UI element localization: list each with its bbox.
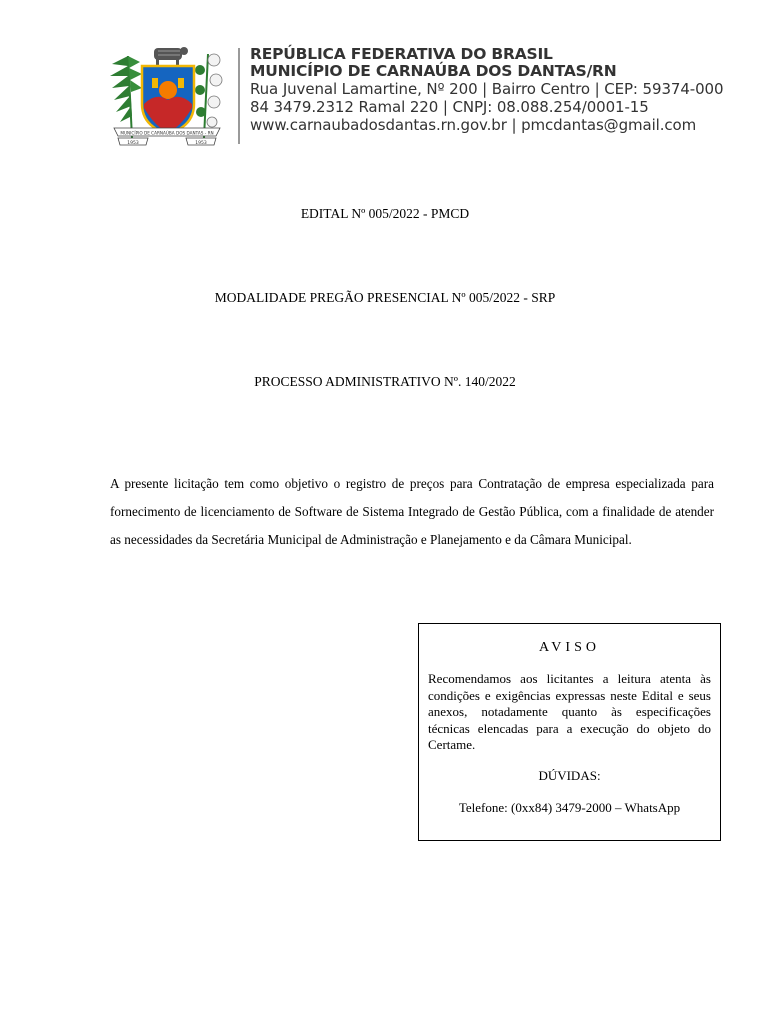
notice-phone: Telefone: (0xx84) 3479-2000 – WhatsApp <box>458 799 681 815</box>
header-municipality: MUNICÍPIO DE CARNAÚBA DOS DANTAS/RN <box>250 62 617 80</box>
letterhead <box>104 38 724 153</box>
header-website-email: www.carnaubadosdantas.rn.gov.br | pmcdantas@gmail.com <box>250 116 697 134</box>
svg-text:1953: 1953 <box>195 140 207 146</box>
svg-text:1953: 1953 <box>127 140 139 146</box>
notice-doubts-label: DÚVIDAS: <box>538 767 601 783</box>
edital-number: EDITAL Nº 005/2022 - PMCD <box>300 206 470 221</box>
notice-message: Recomendamos aos licitantes a leitura atenta às condições e exigências expressas neste Edital e seus anexos, notadamente quanto às especificações técnicas elencadas para a execução do objeto do Certame. <box>428 671 711 752</box>
svg-text:MUNICÍPIO DE CARNAÚBA DOS DANT: MUNICÍPIO DE CARNAÚBA DOS DANTAS - RN <box>120 130 214 136</box>
notice-box <box>418 623 721 841</box>
right-cotton-branch <box>195 54 222 138</box>
modalidade-title: MODALIDADE PREGÃO PRESENCIAL Nº 005/2022 - SRP <box>214 290 556 305</box>
ox-figure <box>154 47 188 65</box>
processo-title: PROCESSO ADMINISTRATIVO Nº. 140/2022 <box>254 374 516 389</box>
header-divider <box>238 48 240 144</box>
header-phone-cnpj: 84 3479.2312 Ramal 220 | CNPJ: 08.088.254/0001-15 <box>250 98 649 116</box>
notice-heading: AVISO <box>539 640 600 655</box>
header-country: REPÚBLICA FEDERATIVA DO BRASIL <box>250 45 553 63</box>
header-address: Rua Juvenal Lamartine, Nº 200 | Bairro Centro | CEP: 59374-000 <box>250 80 724 98</box>
municipal-crest <box>104 42 230 150</box>
left-palm-branch <box>110 56 142 138</box>
shield <box>142 66 194 134</box>
header-text-block <box>250 46 723 134</box>
objective-paragraph: A presente licitação tem como objetivo o registro de preços para Contratação de empresa especializada para fornecimento de licenciamento de Software de Sistema Integrado de Gestão Pública, com a finalidade de atender as necessidades da Secretária Municipal de Administração e Planejamento e da Câmara Municipal. <box>110 476 714 547</box>
